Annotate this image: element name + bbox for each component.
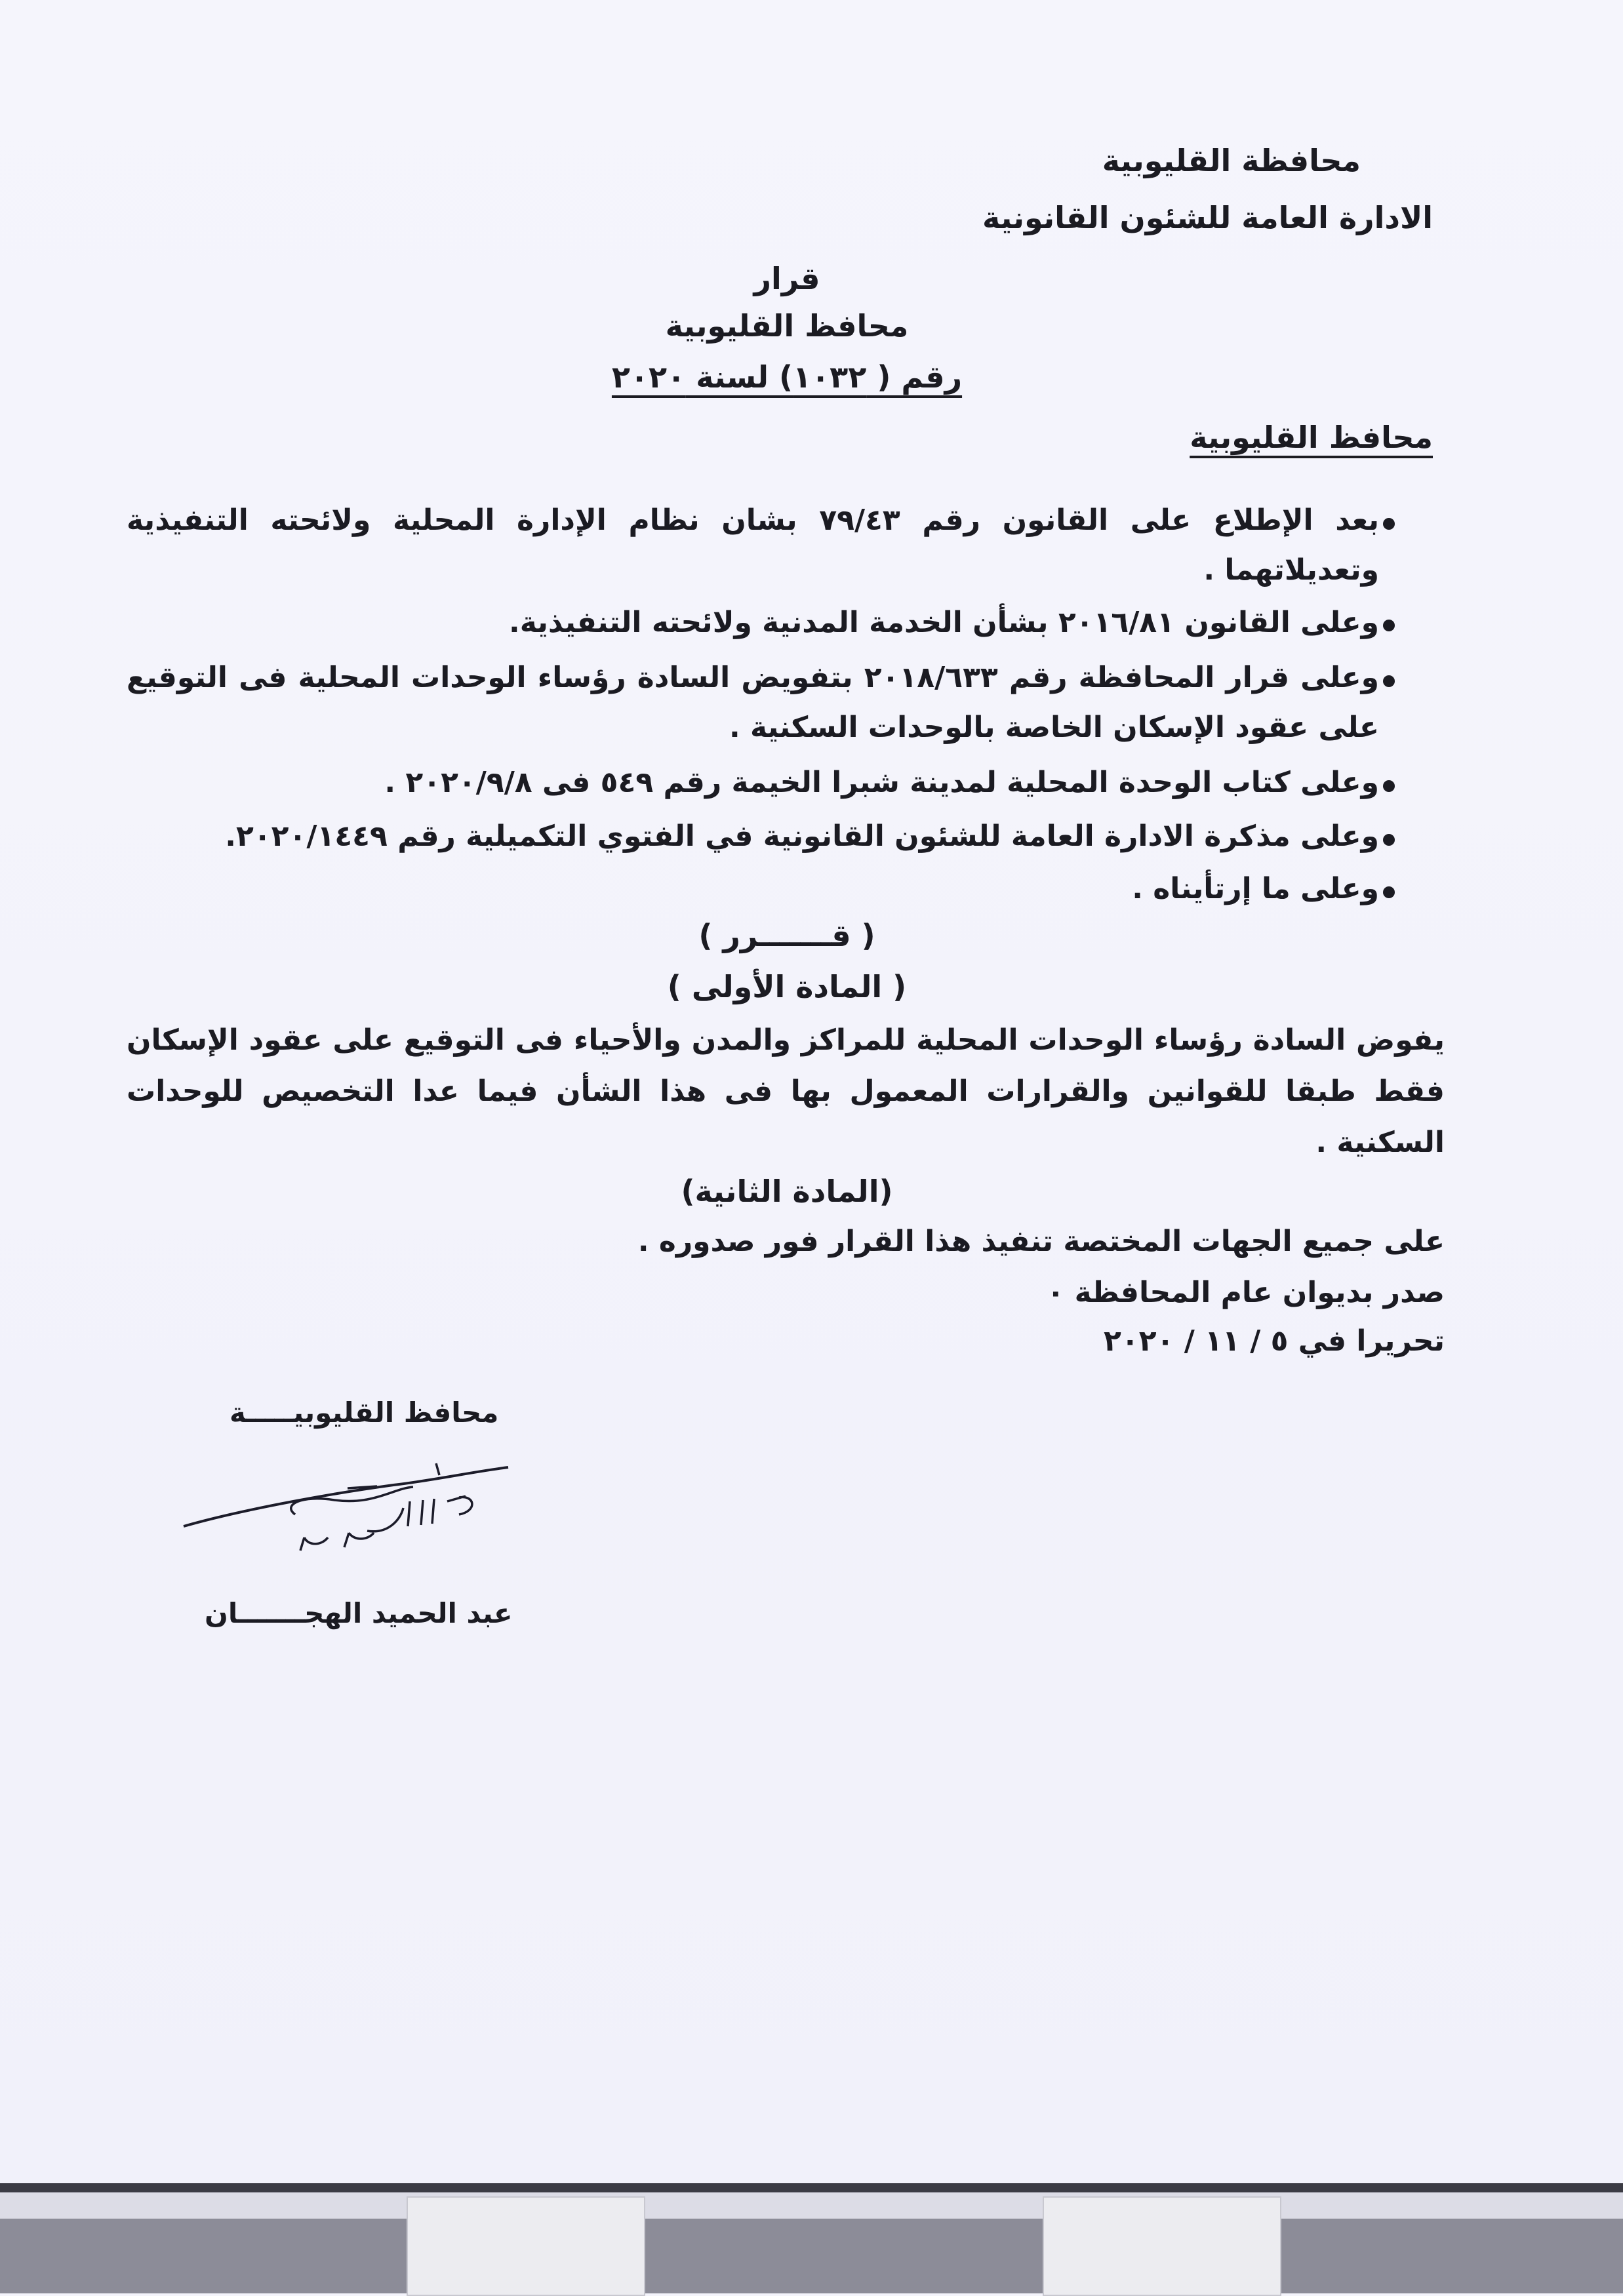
bullet-icon bbox=[1383, 675, 1395, 687]
decree-issuer: محافظ القليوبية bbox=[665, 308, 909, 344]
handwritten-signature bbox=[177, 1449, 518, 1574]
article-2-heading: (المادة الثانية) bbox=[681, 1174, 893, 1209]
article-1-heading: ( المادة الأولى ) bbox=[667, 969, 907, 1004]
bullet-icon bbox=[1383, 780, 1395, 792]
signatory-name: عبد الحميد الهجـــــــان bbox=[205, 1597, 513, 1629]
decree-number-text: رقم ( ١٠٣٢) لسنة ٢٠٢٠ bbox=[611, 359, 963, 395]
scan-edge-gray bbox=[0, 2219, 1623, 2293]
consideration-4: وعلى كتاب الوحدة المحلية لمدينة شبرا الخيمة رقم ٥٤٩ فى ٢٠٢٠/٩/٨ . bbox=[384, 766, 1379, 799]
preamble-heading bbox=[1190, 420, 1433, 455]
article-1-text: يفوض السادة رؤساء الوحدات المحلية للمراكز والمدن والأحياء فى التوقيع على عقود الإسكان فقط طبقا للقوانين والقرارات المعمول بها فى هذا الشأن فيما عدا التخصيص للوحدات السكنية . bbox=[127, 1023, 1445, 1159]
consideration-1: بعد الإطلاع على القانون رقم ٧٩/٤٣ بشان نظام الإدارة المحلية ولائحته التنفيذية وتعديلاتهما . bbox=[127, 504, 1379, 587]
signature-title: محافظ القليوبيـــــة bbox=[230, 1396, 499, 1429]
consideration-2: وعلى القانون ٢٠١٦/٨١ بشأن الخدمة المدنية ولائحته التنفيذية. bbox=[509, 606, 1379, 639]
bullet-icon bbox=[1383, 886, 1395, 898]
bullet-icon bbox=[1383, 834, 1395, 846]
scanner-tab-left bbox=[407, 2196, 645, 2296]
date-line: تحريرا في ٥ / ١١ / ٢٠٢٠ bbox=[1104, 1324, 1445, 1358]
consideration-3: وعلى قرار المحافظة رقم ٢٠١٨/٦٣٣ بتفويض السادة رؤساء الوحدات المحلية فى التوقيع على عقود الإسكان الخاصة بالوحدات السكنية . bbox=[127, 661, 1379, 744]
governorate-header: محافظة القليوبية bbox=[1102, 143, 1361, 178]
decision-heading: ( قـــــــرر ) bbox=[698, 918, 875, 953]
department-header: الادارة العامة للشئون القانونية bbox=[982, 200, 1433, 235]
scanner-tab-right bbox=[1043, 2196, 1281, 2296]
issued-at-line: صدر بديوان عام المحافظة ٠ bbox=[1047, 1276, 1445, 1309]
preamble-heading-text: محافظ القليوبية bbox=[1190, 420, 1433, 455]
consideration-5: وعلى مذكرة الادارة العامة للشئون القانونية في الفتوي التكميلية رقم ٢٠٢٠/١٤٤٩. bbox=[225, 820, 1379, 853]
article-2-text: على جميع الجهات المختصة تنفيذ هذا القرار فور صدوره . bbox=[637, 1225, 1445, 1258]
consideration-6: وعلى ما إرتأيناه . bbox=[1132, 872, 1379, 905]
decree-number bbox=[590, 359, 984, 395]
decree-word: قرار bbox=[753, 261, 820, 296]
scan-edge-light bbox=[0, 2192, 1623, 2219]
bullet-icon bbox=[1383, 518, 1395, 530]
scan-edge-dark bbox=[0, 2183, 1623, 2192]
bullet-icon bbox=[1383, 620, 1395, 631]
